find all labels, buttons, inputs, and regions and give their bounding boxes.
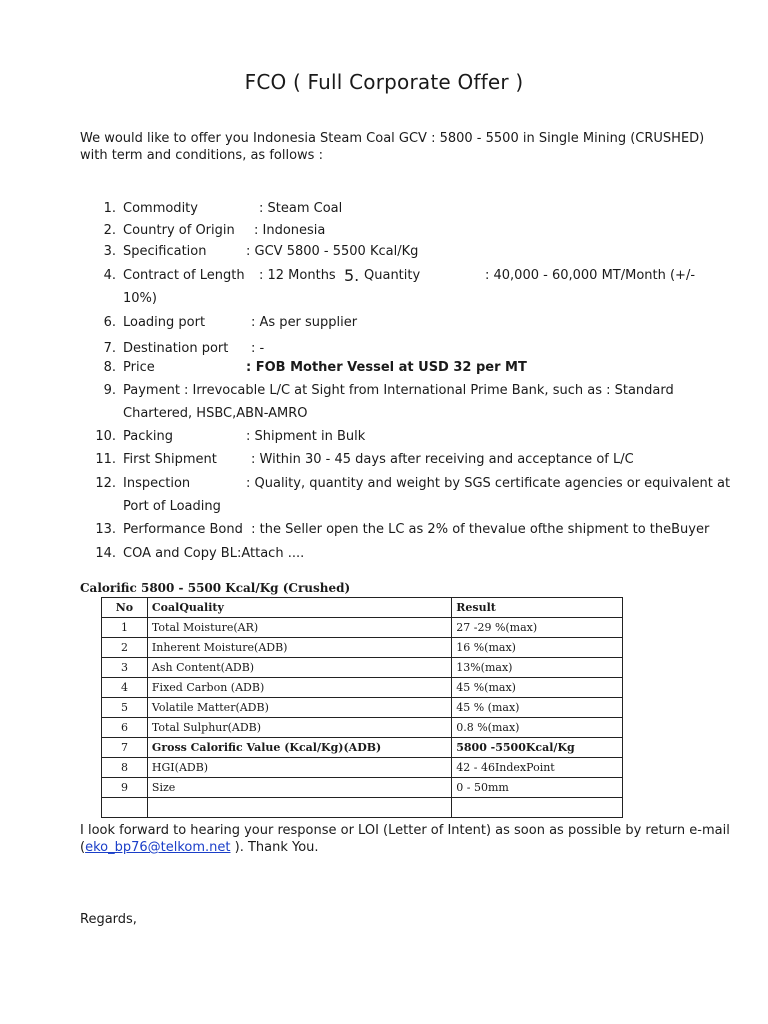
- row-number: 1: [102, 618, 148, 638]
- term-text: Performance Bond : the Seller open the LC as 2% of thevalue ofthe shipment to theBuyer: [123, 522, 710, 537]
- term-value: : Within 30 - 45 days after receiving and acceptance of L/C: [251, 452, 634, 467]
- coal-quality-cell: Fixed Carbon (ADB): [147, 678, 451, 698]
- result-cell: 16 %(max): [452, 638, 623, 658]
- term-label: Commodity: [123, 201, 198, 216]
- closing-text: I look forward to hearing your response or LOI (Letter of Intent) as soon as possible by return e-mail (: [80, 823, 730, 855]
- term-label: Quantity: [364, 268, 421, 283]
- table-row: [102, 718, 623, 738]
- term-text: COA and Copy BL:Attach ....: [123, 546, 305, 561]
- table-row: [102, 658, 623, 678]
- regards-signoff: Regards,: [80, 912, 137, 927]
- term-value: : GCV 5800 - 5500 Kcal/Kg: [246, 244, 419, 259]
- term-value: : As per supplier: [251, 315, 358, 330]
- term-value: : 40,000 - 60,000 MT/Month (+/-: [485, 268, 696, 283]
- term-value: : Indonesia: [254, 223, 326, 238]
- term-label: Destination port: [123, 341, 229, 356]
- term-value: : -: [251, 341, 265, 356]
- table-row: [102, 618, 623, 638]
- coal-quality-cell: Total Moisture(AR): [147, 618, 451, 638]
- table-header-row: [102, 598, 623, 618]
- table-row: [102, 698, 623, 718]
- term-number: 4.: [103, 268, 116, 283]
- coal-quality-cell: Inherent Moisture(ADB): [147, 638, 451, 658]
- table-row-empty: [102, 798, 623, 818]
- term-number: 2.: [103, 223, 116, 238]
- table-row: [102, 758, 623, 778]
- table-header-cell: Result: [452, 598, 623, 618]
- table-row: [102, 638, 623, 658]
- closing-text-end: ). Thank You.: [230, 840, 319, 855]
- coal-quality-cell: HGI(ADB): [147, 758, 451, 778]
- coal-spec-table: [101, 597, 623, 818]
- term-number: 1.: [103, 201, 116, 216]
- result-cell: 27 -29 %(max): [452, 618, 623, 638]
- term-label: Inspection: [123, 476, 191, 491]
- row-number: 4: [102, 678, 148, 698]
- row-number: 9: [102, 778, 148, 798]
- table-header-cell: CoalQuality: [147, 598, 451, 618]
- term-number: 6.: [103, 315, 116, 330]
- result-cell: 13%(max): [452, 658, 623, 678]
- coal-quality-cell: Gross Calorific Value (Kcal/Kg)(ADB): [147, 738, 451, 758]
- coal-quality-cell: Size: [147, 778, 451, 798]
- term-label: Loading port: [123, 315, 206, 330]
- term-number: 9.: [103, 383, 116, 398]
- term-label: Packing: [123, 429, 174, 444]
- result-cell: 0.8 %(max): [452, 718, 623, 738]
- term-label: Price: [123, 360, 155, 375]
- term-number: 12.: [95, 476, 116, 491]
- row-number: 3: [102, 658, 148, 678]
- term-label: First Shipment: [123, 452, 217, 467]
- row-number: 8: [102, 758, 148, 778]
- result-cell: 0 - 50mm: [452, 778, 623, 798]
- result-cell: 5800 -5500Kcal/Kg: [452, 738, 623, 758]
- result-cell: 45 %(max): [452, 678, 623, 698]
- term-value: : 12 Months: [259, 268, 336, 283]
- row-number: 7: [102, 738, 148, 758]
- term-number: 14.: [95, 546, 116, 561]
- empty-cell: [147, 798, 451, 818]
- result-cell: 42 - 46IndexPoint: [452, 758, 623, 778]
- email-link[interactable]: eko_bp76@telkom.net: [85, 840, 231, 855]
- term-value: 10%): [123, 291, 157, 306]
- term-number: 8.: [103, 360, 116, 375]
- empty-cell: [452, 798, 623, 818]
- term-value: : Quality, quantity and weight by SGS certificate agencies or equivalent at: [246, 476, 731, 491]
- term-value: Port of Loading: [123, 499, 221, 514]
- row-number: 6: [102, 718, 148, 738]
- result-cell: 45 % (max): [452, 698, 623, 718]
- term-number: 3.: [103, 244, 116, 259]
- coal-quality-cell: Ash Content(ADB): [147, 658, 451, 678]
- term-value: : Shipment in Bulk: [246, 429, 366, 444]
- closing-paragraph: [80, 822, 740, 856]
- coal-quality-cell: Volatile Matter(ADB): [147, 698, 451, 718]
- table-title: Calorific 5800 - 5500 Kcal/Kg (Crushed): [80, 581, 351, 595]
- term-number: 5.: [344, 266, 360, 285]
- row-number: 5: [102, 698, 148, 718]
- term-value: : Steam Coal: [259, 201, 343, 216]
- term-label: Contract of Length: [123, 268, 245, 283]
- term-number: 11.: [95, 452, 116, 467]
- term-value: : FOB Mother Vessel at USD 32 per MT: [246, 360, 527, 375]
- table-row: [102, 778, 623, 798]
- row-number: 2: [102, 638, 148, 658]
- table-header-cell: No: [102, 598, 148, 618]
- term-label: Specification: [123, 244, 207, 259]
- table-row: [102, 678, 623, 698]
- table-row: [102, 738, 623, 758]
- intro-paragraph: We would like to offer you Indonesia Steam Coal GCV : 5800 - 5500 in Single Mining (CRUSHED) with term and conditions, as follows :: [80, 131, 705, 163]
- term-label: Country of Origin: [123, 223, 235, 238]
- document-title: FCO ( Full Corporate Offer ): [244, 70, 524, 94]
- term-number: 7.: [103, 341, 116, 356]
- term-number: 13.: [95, 522, 116, 537]
- coal-quality-cell: Total Sulphur(ADB): [147, 718, 451, 738]
- term-text: Payment : Irrevocable L/C at Sight from International Prime Bank, such as : Standard Chartered, HSBC,ABN-AMRO: [123, 383, 674, 421]
- term-number: 10.: [95, 429, 116, 444]
- empty-cell: [102, 798, 148, 818]
